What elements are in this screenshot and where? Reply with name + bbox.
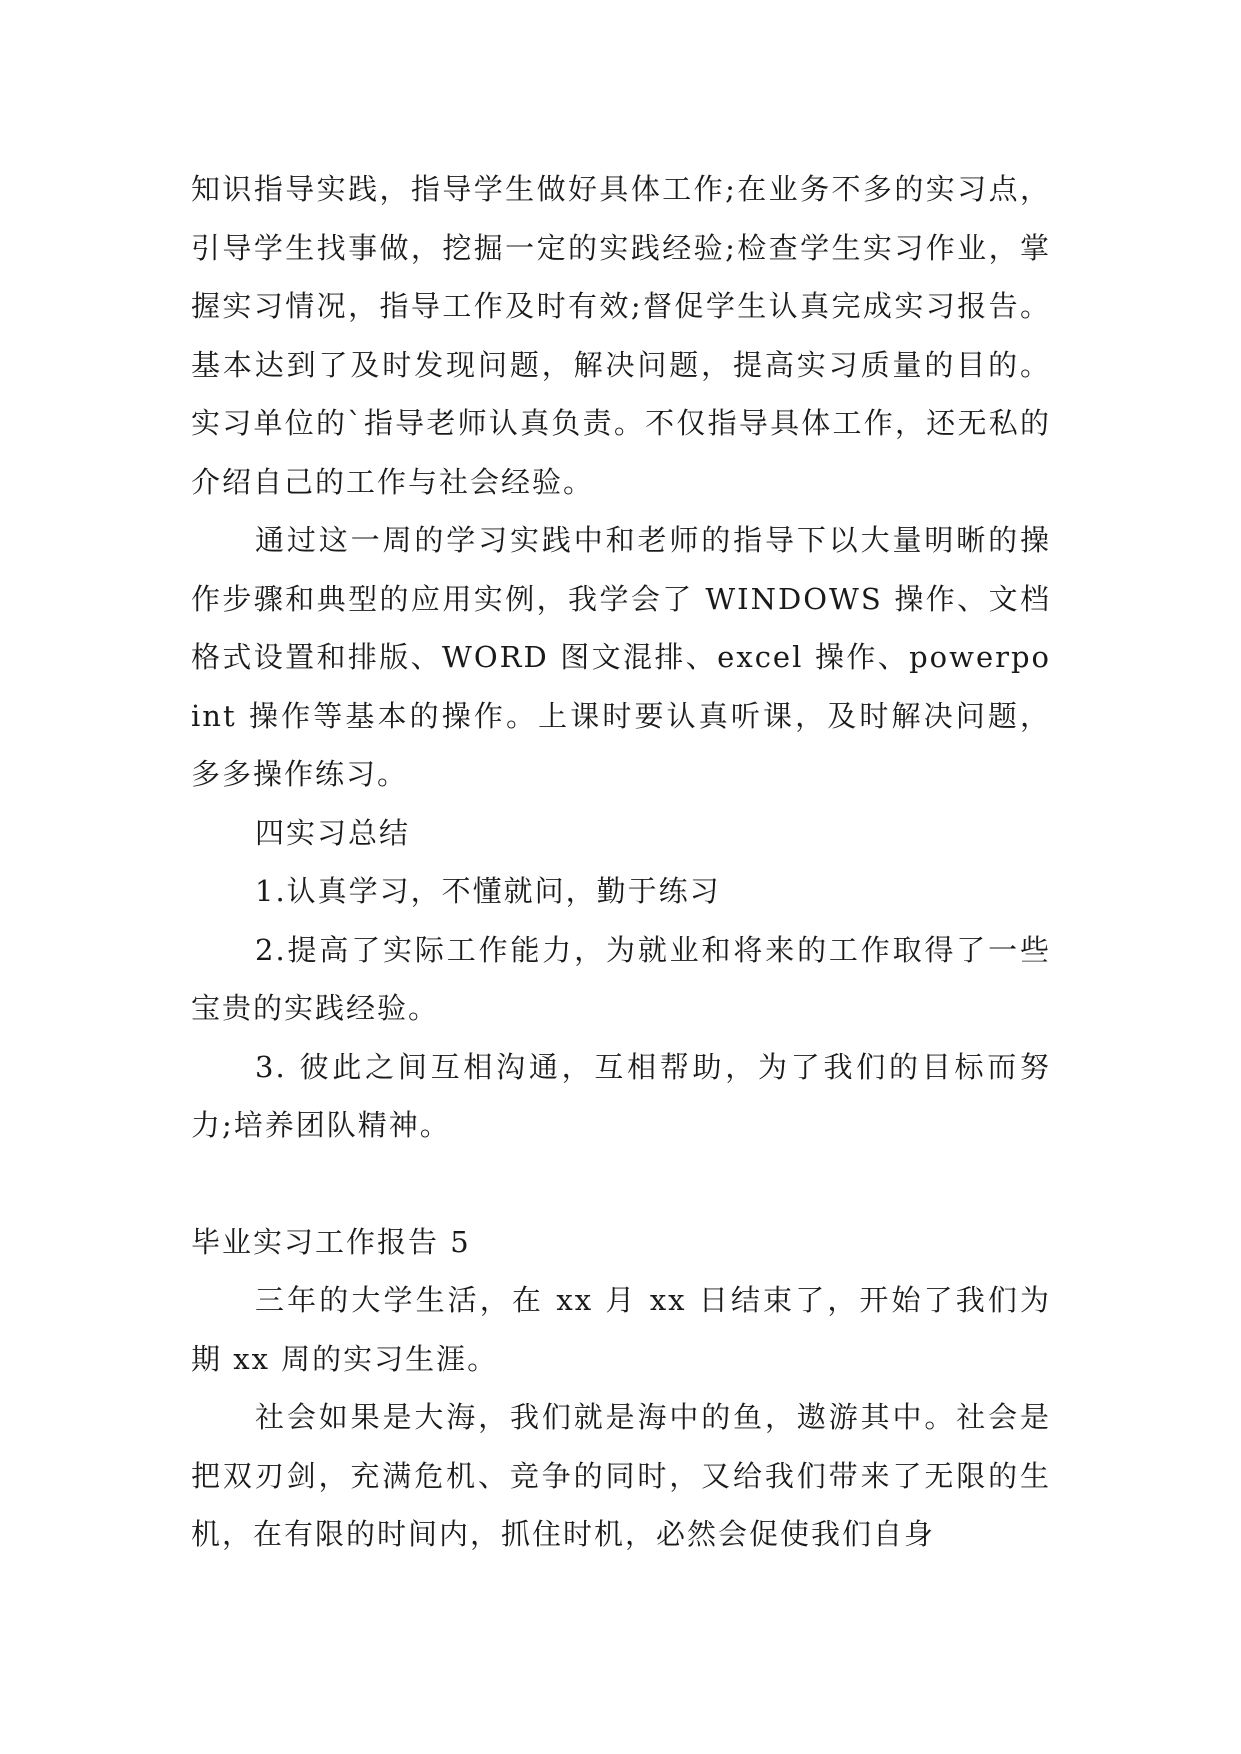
paragraph-society: 社会如果是大海，我们就是海中的鱼，遨游其中。社会是把双刃剑，充满危机、竞争的同时，又给我们带来了无限的生机，在有限的时间内，抓住时机，必然会促使我们自身: [191, 1400, 1051, 1551]
paragraph-guidance: 知识指导实践，指导学生做好具体工作;在业务不多的实习点，引导学生找事做，挖掘一定的实践经验;检查学生实习作业，掌握实习情况，指导工作及时有效;督促学生认真完成实习报告。基本达到了及时发现问题，解决问题，提高实习质量的目的。 实习单位的`指导老师认真负责。不仅指导具体工作，还无私的介绍自己的工作与社会经验。: [191, 172, 1051, 499]
summary-item-3: 3. 彼此之间互相沟通，互相帮助，为了我们的目标而努力;培养团队精神。: [191, 1049, 1051, 1142]
section-title: 毕业实习工作报告 5: [191, 1224, 471, 1259]
section-spacer: [191, 1155, 1051, 1213]
paragraph-learning: 通过这一周的学习实践中和老师的指导下以大量明晰的操作步骤和典型的应用实例，我学会了 WINDOWS 操作、文档格式设置和排版、WORD 图文混排、excel 操作、powerpoint 操作等基本的操作。上课时要认真听课，及时解决问题，多多操作练习。: [191, 523, 1051, 791]
summary-item-2: 2.提高了实际工作能力，为就业和将来的工作取得了一些宝贵的实践经验。: [191, 932, 1051, 1025]
paragraph-college-life: 三年的大学生活，在 xx 月 xx 日结束了，开始了我们为期 xx 周的实习生涯。: [191, 1283, 1051, 1376]
summary-item-1: 1.认真学习，不懂就问，勤于练习: [255, 874, 721, 908]
document-body: [191, 160, 1051, 1564]
heading-internship-summary: 四实习总结: [255, 815, 411, 850]
